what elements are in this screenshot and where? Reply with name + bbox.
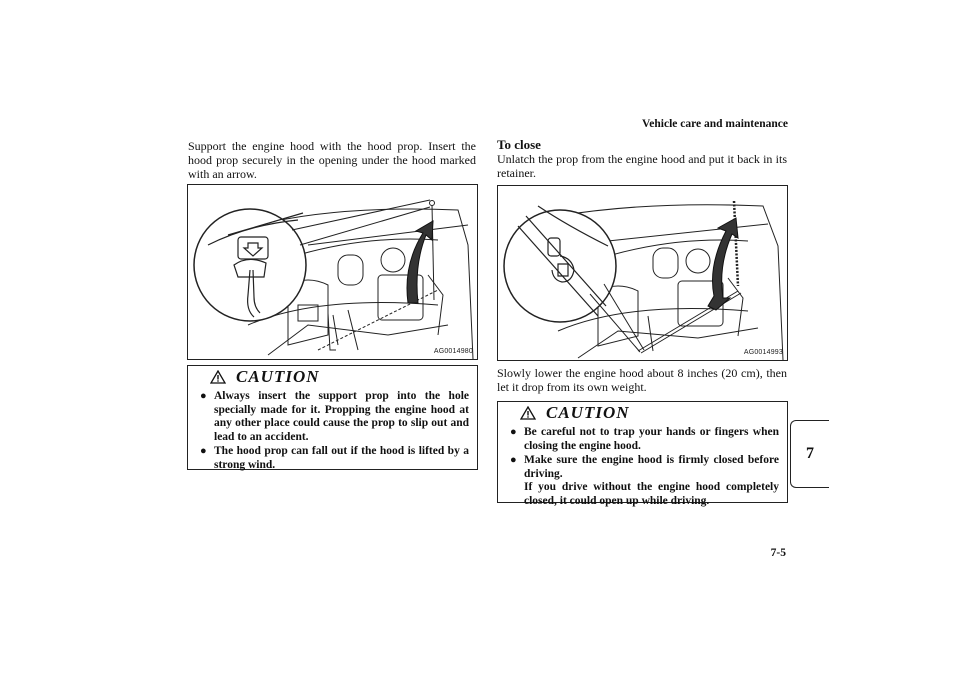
warning-triangle-icon [210, 370, 226, 384]
caution-title: CAUTION [236, 367, 320, 386]
figure-hood-prop-insert [187, 184, 478, 360]
warning-triangle-icon [520, 406, 536, 420]
caution-title: CAUTION [546, 403, 630, 422]
bullet-dot-icon: ● [200, 390, 207, 402]
section-header: Vehicle care and maintenance [642, 118, 788, 130]
caution-header [188, 366, 477, 388]
figure-hood-prop-retainer [497, 185, 788, 361]
caution-item: ● Make sure the engine hood is firmly closed before driving. If you drive without the engine hood completely closed, it could open up while driving. [510, 454, 779, 507]
page-number: 7-5 [770, 547, 786, 559]
right-intro-text: Unlatch the prop from the engine hood and put it back in its retainer. [497, 152, 787, 180]
caution-item: ● Always insert the support prop into the hole specially made for it. Propping the engine hood at any other place could cause the prop to slip out and lead to an accident. [200, 390, 469, 443]
left-intro-text: Support the engine hood with the hood prop. Insert the hood prop securely in the opening under the hood marked with an arrow. [188, 139, 476, 181]
chapter-tab-label: 7 [806, 445, 814, 462]
caution-box-left [187, 365, 478, 470]
right-after-text: Slowly lower the engine hood about 8 inches (20 cm), then let it drop from its own weight. [497, 366, 787, 394]
caution-header [498, 402, 787, 424]
engine-bay-illustration [498, 186, 787, 360]
engine-bay-illustration [188, 185, 477, 359]
bullet-dot-icon: ● [510, 426, 517, 438]
caution-item: ● The hood prop can fall out if the hood is lifted by a strong wind. [200, 445, 469, 471]
figure-code: AG0014993 [743, 349, 783, 356]
figure-code: AG0014980 [433, 348, 473, 355]
chapter-tab[interactable] [790, 420, 829, 488]
bullet-dot-icon: ● [510, 454, 517, 466]
bullet-dot-icon: ● [200, 445, 207, 457]
caution-subtext: If you drive without the engine hood completely closed, it could open up while driving. [524, 481, 779, 507]
caution-item: ● Be careful not to trap your hands or fingers when closing the engine hood. [510, 426, 779, 452]
section-heading-to-close: To close [497, 137, 541, 152]
caution-box-right [497, 401, 788, 507]
